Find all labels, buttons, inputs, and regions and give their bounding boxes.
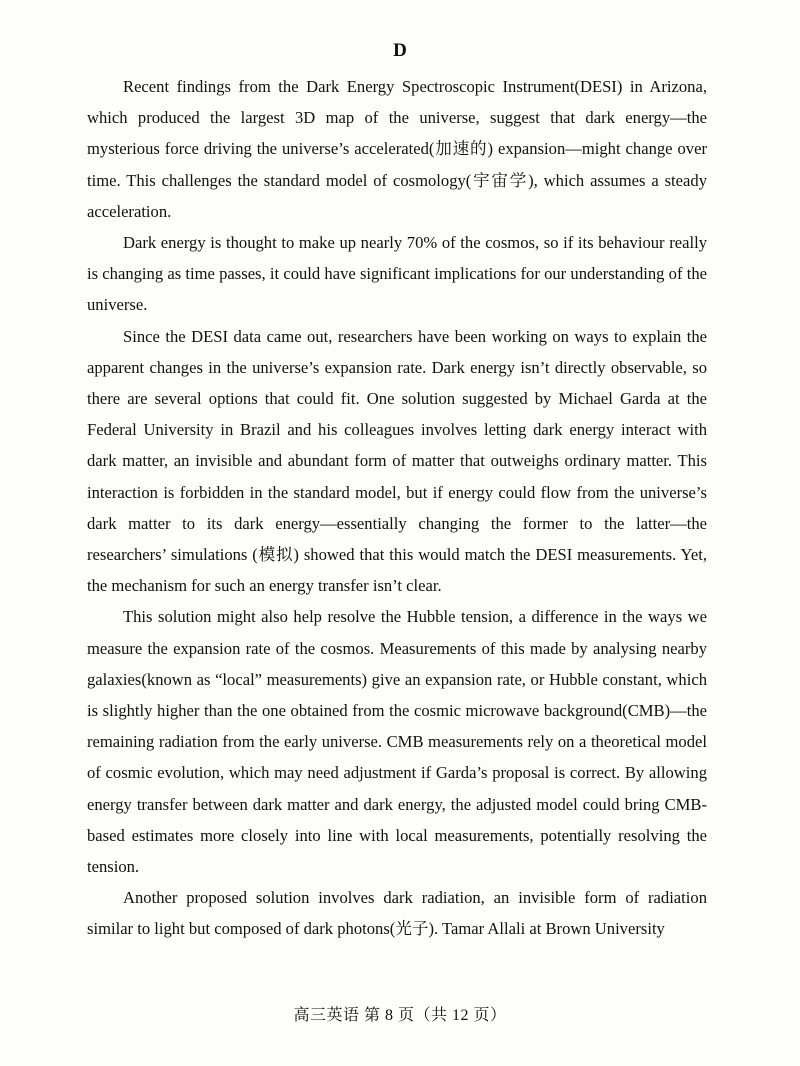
- page-footer: 高三英语 第 8 页（共 12 页）: [293, 1007, 507, 1024]
- passage-body: [87, 71, 707, 945]
- paragraph-3: Since the DESI data came out, researchers have been working on ways to explain the apparent changes in the universe’s expansion rate. Dark energy isn’t directly observable, so there are several options that could fit. One solution suggested by Michael Garda at the Federal University in Brazil and his colleagues involves letting dark energy interact with dark matter, an invisible and abundant form of matter that outweighs ordinary matter. This interaction is forbidden in the standard model, but if energy could flow from the universe’s dark matter to its dark energy—essentially changing the former to the latter—the researchers’ simulations (模拟) showed that this would match the DESI measurements. Yet, the mechanism for such an energy transfer isn’t clear.: [87, 326, 707, 596]
- paragraph-2: Dark energy is thought to make up nearly 70% of the cosmos, so if its behaviour really is changing as time passes, it could have significant implications for our understanding of the universe.: [87, 233, 707, 315]
- paragraph-4: This solution might also help resolve the Hubble tension, a difference in the ways we measure the expansion rate of the cosmos. Measurements of this made by analysing nearby galaxies(known as “local” measurements) give an expansion rate, or Hubble constant, which is slightly higher than the one obtained from the cosmic microwave background(CMB)—the remaining radiation from the early universe. CMB measurements rely on a theoretical model of cosmic evolution, which may need adjustment if Garda’s proposal is correct. By allowing energy transfer between dark matter and dark energy, the adjusted model could bring CMB-based estimates more closely into line with local measurements, potentially resolving the tension.: [87, 607, 707, 877]
- paragraph-1: Recent findings from the Dark Energy Spectroscopic Instrument(DESI) in Arizona, which produced the largest 3D map of the universe, suggest that dark energy—the mysterious force driving the universe’s accelerated(加速的) expansion—might change over time. This challenges the standard model of cosmology(宇宙学), which assumes a steady acceleration.: [87, 77, 707, 221]
- paragraph-5: Another proposed solution involves dark radiation, an invisible form of radiation similar to light but composed of dark photons(光子). Tamar Allali at Brown University: [87, 888, 707, 939]
- section-heading: D: [393, 40, 407, 61]
